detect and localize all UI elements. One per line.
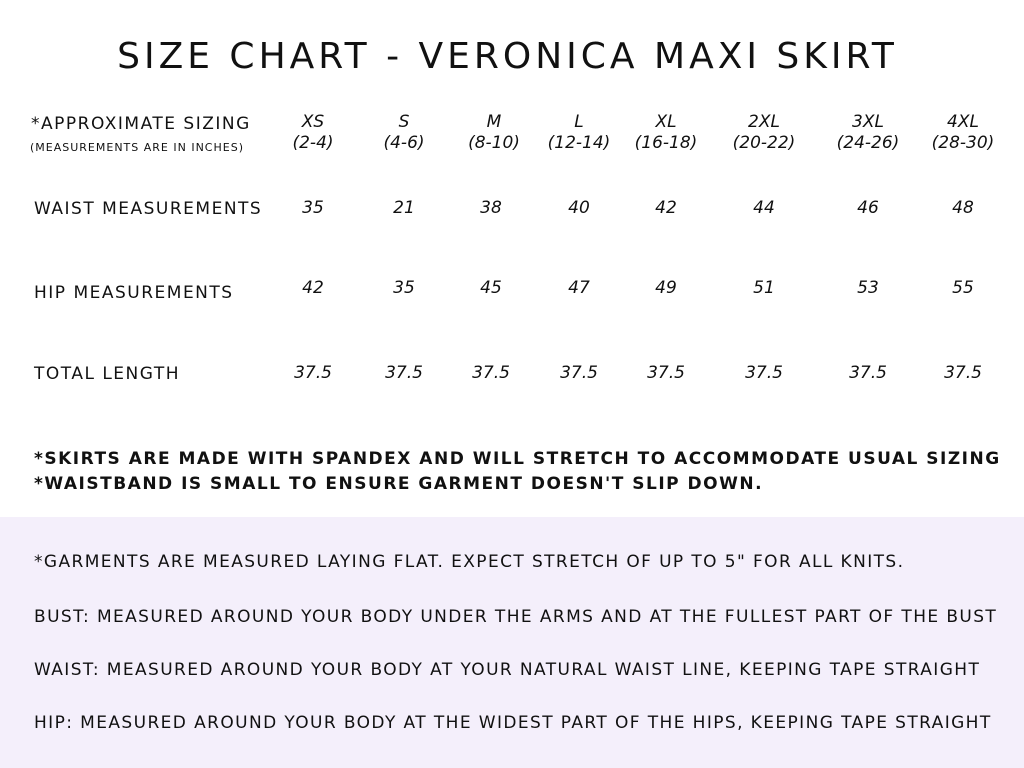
bust-definition: BUST: MEASURED AROUND YOUR BODY UNDER THE ARMS AND AT THE FULLEST PART OF THE BUST (34, 607, 998, 627)
size-name: M (486, 112, 502, 132)
waist-value: 46 (857, 198, 879, 218)
size-column-header (913, 112, 1013, 154)
hip-value: 47 (568, 278, 590, 298)
waist-value: 42 (655, 198, 677, 218)
length-value: 37.5 (849, 363, 887, 383)
hip-row-label: HIP MEASUREMENTS (34, 283, 234, 303)
length-value: 37.5 (472, 363, 510, 383)
size-range: (20-22) (732, 133, 796, 153)
size-range: (2-4) (292, 133, 334, 153)
waist-value: 44 (753, 198, 775, 218)
length-value: 37.5 (385, 363, 423, 383)
size-column-header (529, 112, 629, 154)
waist-value: 38 (480, 198, 502, 218)
size-column-header (616, 112, 716, 154)
waistband-note: *WAISTBAND IS SMALL TO ENSURE GARMENT DOESN'T SLIP DOWN. (34, 474, 764, 494)
length-value: 37.5 (647, 363, 685, 383)
hip-value: 53 (857, 278, 879, 298)
size-name: 3XL (852, 112, 884, 132)
size-range: (28-30) (931, 133, 995, 153)
size-column-header (818, 112, 918, 154)
size-name: XL (655, 112, 677, 132)
waist-definition: WAIST: MEASURED AROUND YOUR BODY AT YOUR NATURAL WAIST LINE, KEEPING TAPE STRAIGHT (34, 660, 981, 680)
hip-value: 42 (302, 278, 324, 298)
hip-definition: HIP: MEASURED AROUND YOUR BODY AT THE WIDEST PART OF THE HIPS, KEEPING TAPE STRAIGHT (34, 713, 992, 733)
measuring-guide-panel (0, 517, 1024, 768)
size-name: XS (301, 112, 325, 132)
waist-value: 35 (302, 198, 324, 218)
flat-measure-note: *GARMENTS ARE MEASURED LAYING FLAT. EXPECT STRETCH OF UP TO 5" FOR ALL KNITS. (34, 552, 905, 572)
size-name: L (574, 112, 584, 132)
hip-value: 55 (952, 278, 974, 298)
hip-value: 49 (655, 278, 677, 298)
spandex-note: *SKIRTS ARE MADE WITH SPANDEX AND WILL STRETCH TO ACCOMMODATE USUAL SIZING (34, 449, 1001, 469)
size-range: (8-10) (468, 133, 520, 153)
waist-value: 40 (568, 198, 590, 218)
size-range: (12-14) (547, 133, 611, 153)
waist-value: 48 (952, 198, 974, 218)
size-range: (4-6) (383, 133, 425, 153)
size-name: S (398, 112, 410, 132)
fit-notes (34, 447, 1001, 497)
size-column-header (263, 112, 363, 154)
measurement-unit-note: (MEASUREMENTS ARE IN INCHES) (30, 141, 244, 154)
page-title: SIZE CHART - VERONICA MAXI SKIRT (117, 36, 898, 77)
length-value: 37.5 (944, 363, 982, 383)
length-value: 37.5 (745, 363, 783, 383)
approximate-sizing-label: *APPROXIMATE SIZING (31, 114, 251, 134)
size-name: 2XL (748, 112, 780, 132)
waist-row-label: WAIST MEASUREMENTS (34, 199, 263, 219)
total-length-row-label: TOTAL LENGTH (34, 364, 180, 384)
size-range: (24-26) (836, 133, 900, 153)
length-value: 37.5 (560, 363, 598, 383)
size-name: 4XL (947, 112, 979, 132)
hip-value: 45 (480, 278, 502, 298)
size-column-header (354, 112, 454, 154)
hip-value: 35 (393, 278, 415, 298)
length-value: 37.5 (294, 363, 332, 383)
size-column-header (714, 112, 814, 154)
hip-value: 51 (753, 278, 775, 298)
waist-value: 21 (393, 198, 415, 218)
size-range: (16-18) (634, 133, 698, 153)
